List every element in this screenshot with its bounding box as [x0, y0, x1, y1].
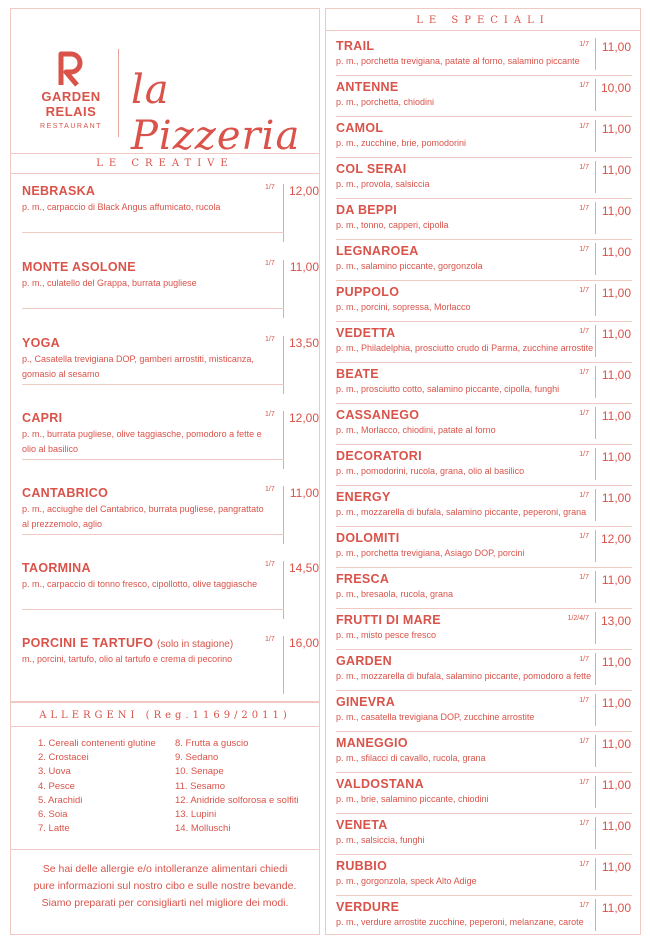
price-divider — [595, 899, 596, 931]
speciali-item — [326, 118, 642, 159]
item-description: p. m., culatello del Grappa, burrata pugliese — [22, 278, 197, 288]
allergen-entry: 13. Lupini — [175, 809, 217, 821]
allergens-title-divider — [11, 726, 319, 727]
item-price: 16,00 — [289, 636, 320, 650]
row-divider — [336, 157, 632, 158]
row-divider — [22, 459, 284, 460]
item-name: VEDETTA — [336, 326, 396, 340]
item-price: 11,00 — [601, 901, 631, 915]
creative-item — [11, 486, 321, 561]
item-description: p. m., carpaccio di tonno fresco, cipollotto, olive taggiasche — [22, 579, 258, 589]
item-allergens: 1/7 — [579, 697, 589, 704]
creative-item — [11, 336, 321, 411]
item-name — [22, 411, 62, 425]
row-divider — [336, 690, 632, 691]
row-divider — [336, 362, 632, 363]
item-description: p. m., zucchine, brie, pomodorini — [336, 138, 467, 148]
speciali-item — [326, 897, 642, 938]
price-divider — [283, 411, 284, 469]
allergens-list-2 — [175, 737, 299, 836]
header-panel — [10, 8, 320, 159]
speciali-item — [326, 610, 642, 651]
allergen-entry: 11. Sesamo — [175, 780, 225, 792]
allergen-entry: 1. Cereali contenenti glutine — [38, 738, 156, 749]
item-allergens: 1/7 — [579, 533, 589, 540]
row-divider — [22, 384, 284, 385]
item-name: CAMOL — [336, 121, 384, 135]
item-allergens: 1/7 — [265, 636, 275, 643]
creative-item — [11, 636, 321, 711]
row-divider — [336, 444, 632, 445]
item-allergens: 1/7 — [579, 902, 589, 909]
allergens-note-line: Se hai delle allergie e/o intolleranze alimentari chiedi — [42, 863, 288, 875]
item-price: 11,00 — [601, 778, 631, 792]
row-divider — [336, 280, 632, 281]
item-price: 11,00 — [601, 860, 631, 874]
price-divider — [595, 38, 596, 70]
price-divider — [595, 776, 596, 808]
price-divider — [283, 184, 284, 242]
creative-title: LE CREATIVE — [96, 158, 234, 169]
speciali-item — [326, 651, 642, 692]
row-divider — [336, 403, 632, 404]
price-divider — [595, 858, 596, 890]
item-price: 11,00 — [601, 409, 631, 423]
creative-item — [11, 184, 321, 259]
price-divider — [595, 407, 596, 439]
item-name-text: CAPRI — [22, 411, 63, 425]
item-allergens: 1/2/4/7 — [567, 615, 589, 622]
price-divider — [595, 571, 596, 603]
price-divider — [595, 653, 596, 685]
item-allergens: 1/7 — [579, 369, 589, 376]
speciali-title: LE SPECIALI — [416, 15, 550, 26]
speciali-item — [326, 282, 642, 323]
allergen-entry: 9. Sedano — [175, 752, 219, 764]
row-divider — [336, 239, 632, 240]
item-name: BEATE — [336, 367, 379, 381]
item-description: p. m., brie, salamino piccante, chiodini — [336, 794, 489, 804]
price-divider — [595, 817, 596, 849]
row-divider — [336, 567, 632, 568]
item-description: p. m., tonno, capperi, cipolla — [336, 220, 449, 230]
item-description: p. m., salamino piccante, gorgonzola — [336, 261, 483, 271]
item-price: 10,00 — [600, 81, 631, 95]
price-divider — [595, 325, 596, 357]
price-divider — [595, 489, 596, 521]
row-divider — [22, 232, 284, 233]
speciali-item — [326, 323, 642, 364]
item-allergens: 1/7 — [579, 492, 589, 499]
speciali-item — [326, 487, 642, 528]
price-divider — [595, 530, 596, 562]
item-allergens: 1/7 — [265, 486, 275, 493]
item-allergens: 1/7 — [579, 205, 589, 212]
allergen-entry: 4. Pesce — [38, 780, 75, 792]
item-allergens: 1/7 — [579, 41, 589, 48]
item-allergens: 1/7 — [579, 820, 589, 827]
item-allergens: 1/7 — [265, 561, 275, 568]
item-description: p. m., provola, salsiccia — [336, 179, 430, 189]
allergen-entry: 14. Molluschi — [175, 823, 231, 835]
row-divider — [22, 534, 284, 535]
item-name: FRUTTI DI MARE — [336, 613, 441, 627]
item-name: GARDEN — [336, 654, 392, 668]
item-price: 11,00 — [289, 486, 319, 500]
price-divider — [595, 694, 596, 726]
speciali-item — [326, 692, 642, 733]
row-divider — [336, 772, 632, 773]
price-divider — [595, 284, 596, 316]
item-allergens: 1/7 — [265, 260, 275, 267]
speciali-item — [326, 36, 642, 77]
item-description: p. m., mozzarella di bufala, salamino piccante, pomodoro a fette — [336, 671, 592, 681]
item-price: 11,00 — [601, 696, 631, 710]
allergen-entry: 3. Uova — [38, 766, 71, 778]
allergens-note-line: Siamo preparati per consigliarti nel migliore dei modi. — [41, 897, 289, 909]
item-price: 14,50 — [289, 561, 320, 575]
speciali-title-divider — [326, 30, 640, 31]
item-name-text: MONTE ASOLONE — [22, 260, 136, 274]
item-name: RUBBIO — [336, 859, 388, 873]
row-divider — [336, 731, 632, 732]
item-description: p. m., acciughe del Cantabrico, burrata pugliese, pangrattato al prezzemolo, aglio — [22, 504, 264, 529]
item-allergens: 1/7 — [579, 451, 589, 458]
item-description: p. m., sfilacci di cavallo, rucola, grana — [336, 753, 486, 763]
price-divider — [595, 735, 596, 767]
item-name: TRAIL — [336, 39, 375, 53]
item-allergens: 1/7 — [579, 779, 589, 786]
item-price: 11,00 — [601, 40, 631, 54]
item-name-text: TAORMINA — [22, 561, 91, 575]
speciali-item — [326, 446, 642, 487]
item-allergens: 1/7 — [579, 410, 589, 417]
price-divider — [595, 366, 596, 398]
price-divider — [595, 79, 596, 111]
speciali-item — [326, 241, 642, 282]
allergen-entry: 10. Senape — [175, 766, 224, 778]
item-price: 11,00 — [601, 163, 631, 177]
item-note: (solo in stagione) — [157, 639, 234, 650]
item-price: 11,00 — [601, 491, 631, 505]
speciali-item — [326, 569, 642, 610]
allergen-entry: 7. Latte — [38, 823, 70, 835]
item-description: p. m., misto pesce fresco — [336, 630, 437, 640]
row-divider — [336, 895, 632, 896]
item-description: p. m., porcini, sopressa, Morlacco — [336, 302, 471, 312]
item-allergens: 1/7 — [579, 861, 589, 868]
item-description: p. m., salsiccia, funghi — [336, 835, 425, 845]
item-description: p. m., porchetta trevigiana, patate al forno, salamino piccante — [336, 56, 580, 66]
item-description: p. m., prosciutto cotto, salamino piccante, cipolla, funghi — [336, 384, 560, 394]
allergen-entry: 8. Frutta a guscio — [175, 738, 249, 749]
item-price: 11,00 — [601, 204, 631, 218]
item-name — [22, 260, 136, 274]
item-description: p. m., gorgonzola, speck Alto Adige — [336, 876, 477, 886]
row-divider — [336, 198, 632, 199]
allergens-note — [11, 861, 319, 912]
item-name-text: CANTABRICO — [22, 486, 109, 500]
item-allergens: 1/7 — [579, 738, 589, 745]
item-name: VENETA — [336, 818, 388, 832]
item-description: p. m., porchetta, chiodini — [336, 97, 435, 107]
item-name — [22, 561, 91, 575]
item-price: 11,00 — [601, 327, 631, 341]
item-price: 12,00 — [289, 411, 320, 425]
allergen-entry: 12. Anidride solforosa e solfiti — [175, 794, 299, 806]
row-divider — [336, 649, 632, 650]
item-name: FRESCA — [336, 572, 390, 586]
item-description: p. m., casatella trevigiana DOP, zucchine arrostite — [336, 712, 535, 722]
item-name-text: YOGA — [22, 336, 61, 350]
item-name: DOLOMITI — [336, 531, 400, 545]
logo-divider — [118, 49, 119, 137]
item-description: p., Casatella trevigiana DOP, gamberi arrostiti, misticanza, gomasio al sesamo — [22, 354, 254, 379]
item-price: 11,00 — [601, 286, 631, 300]
item-description: p. m., Morlacco, chiodini, patate al forno — [336, 425, 496, 435]
allergen-entry: 5. Arachidi — [38, 794, 83, 806]
row-divider — [336, 813, 632, 814]
creative-title-divider — [11, 173, 319, 174]
item-description: p. m., bresaola, rucola, grana — [336, 589, 454, 599]
item-description: p. m., porchetta trevigiana, Asiago DOP, porcini — [336, 548, 525, 558]
price-divider — [283, 336, 284, 394]
item-name: CASSANEGO — [336, 408, 420, 422]
speciali-item — [326, 405, 642, 446]
item-name: DECORATORI — [336, 449, 422, 463]
item-name — [22, 486, 108, 500]
creative-item — [11, 411, 321, 486]
item-allergens: 1/7 — [579, 82, 589, 89]
garden-relais-logo-icon — [57, 51, 83, 87]
item-name: LEGNAROEA — [336, 244, 419, 258]
brand-line2: RELAIS — [45, 104, 97, 119]
brand-line1: GARDEN — [41, 89, 101, 104]
price-divider — [283, 636, 284, 694]
item-name: ENERGY — [336, 490, 391, 504]
creative-item — [11, 561, 321, 636]
speciali-item — [326, 364, 642, 405]
item-name: DA BEPPI — [336, 203, 397, 217]
item-allergens: 1/7 — [265, 184, 275, 191]
speciali-item — [326, 856, 642, 897]
speciali-item — [326, 528, 642, 569]
item-price: 13,00 — [600, 614, 631, 628]
allergen-entry: 2. Crostacei — [38, 752, 89, 764]
row-divider — [336, 526, 632, 527]
item-price: 12,00 — [289, 184, 320, 198]
item-description: p. m., burrata pugliese, olive taggiasche, pomodoro a fette e olio al basilico — [22, 429, 262, 454]
item-allergens: 1/7 — [579, 574, 589, 581]
allergens-divider — [11, 849, 319, 850]
speciali-item — [326, 733, 642, 774]
row-divider — [336, 608, 632, 609]
item-name: COL SERAI — [336, 162, 407, 176]
item-name: PUPPOLO — [336, 285, 400, 299]
speciali-item — [326, 159, 642, 200]
brand-subtitle: RESTAURANT — [40, 123, 102, 130]
item-allergens: 1/7 — [265, 411, 275, 418]
price-divider — [595, 448, 596, 480]
item-allergens: 1/7 — [579, 123, 589, 130]
allergens-section — [10, 702, 320, 935]
creative-item — [11, 260, 321, 335]
item-price: 11,00 — [601, 819, 631, 833]
item-name-text: NEBRASKA — [22, 184, 96, 198]
price-divider — [595, 161, 596, 193]
speciali-item — [326, 77, 642, 118]
item-allergens: 1/7 — [579, 164, 589, 171]
price-divider — [283, 260, 284, 318]
item-description: p. m., Philadelphia, prosciutto crudo di Parma, zucchine arrostite — [336, 343, 594, 353]
item-price: 11,00 — [601, 450, 631, 464]
item-description: p. m., verdure arrostite zucchine, peperoni, melanzane, carote — [336, 917, 584, 927]
brand-name — [35, 89, 107, 119]
item-name: ANTENNE — [336, 80, 399, 94]
row-divider — [336, 854, 632, 855]
row-divider — [336, 485, 632, 486]
allergen-entry: 6. Soia — [38, 809, 68, 821]
item-name: GINEVRA — [336, 695, 396, 709]
item-name: MANEGGIO — [336, 736, 408, 750]
item-price: 11,00 — [601, 368, 631, 382]
item-price: 13,50 — [289, 336, 320, 350]
item-price: 11,00 — [601, 122, 631, 136]
row-divider — [336, 75, 632, 76]
speciali-item — [326, 200, 642, 241]
item-price: 11,00 — [601, 737, 631, 751]
item-allergens: 1/7 — [579, 328, 589, 335]
item-name: VERDURE — [336, 900, 400, 914]
row-divider — [22, 308, 284, 309]
item-price: 11,00 — [601, 245, 631, 259]
item-name — [22, 336, 60, 350]
item-name — [22, 636, 233, 650]
creative-section — [10, 153, 320, 702]
allergens-note-line: pure informazioni sul nostro cibo e sulle nostre bevande. — [33, 880, 297, 892]
row-divider — [336, 116, 632, 117]
item-description: p. m., pomodorini, rucola, grana, olio al basilico — [336, 466, 525, 476]
item-name: VALDOSTANA — [336, 777, 424, 791]
price-divider — [595, 243, 596, 275]
item-price: 11,00 — [601, 655, 631, 669]
item-name-text: PORCINI E TARTUFO — [22, 636, 154, 650]
item-description: p. m., mozzarella di bufala, salamino piccante, peperoni, grana — [336, 507, 587, 517]
item-description: m., porcini, tartufo, olio al tartufo e crema di pecorino — [22, 654, 233, 664]
item-allergens: 1/7 — [265, 336, 275, 343]
item-price: 12,00 — [600, 532, 631, 546]
allergens-title: ALLERGENI (Reg.1169/2011) — [39, 710, 291, 721]
page-title: la Pizzeria — [131, 67, 301, 159]
item-description: p. m., carpaccio di Black Angus affumicato, rucola — [22, 202, 221, 212]
price-divider — [595, 120, 596, 152]
speciali-section — [325, 8, 641, 935]
item-allergens: 1/7 — [579, 246, 589, 253]
row-divider — [22, 609, 284, 610]
item-allergens: 1/7 — [579, 656, 589, 663]
row-divider — [336, 321, 632, 322]
price-divider — [595, 612, 596, 644]
item-name — [22, 184, 95, 198]
speciali-item — [326, 815, 642, 856]
speciali-item — [326, 774, 642, 815]
price-divider — [283, 486, 284, 544]
price-divider — [283, 561, 284, 619]
price-divider — [595, 202, 596, 234]
allergens-list-1 — [38, 737, 156, 836]
item-allergens: 1/7 — [579, 287, 589, 294]
item-price: 11,00 — [601, 573, 631, 587]
item-price: 11,00 — [289, 260, 319, 274]
